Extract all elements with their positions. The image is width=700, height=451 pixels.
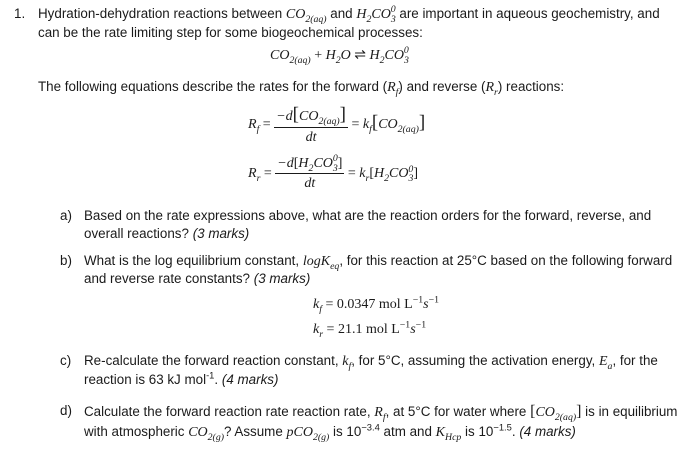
part-b-line-2: and reverse rate constants? (3 marks) xyxy=(84,271,311,286)
part-d-line-2: with atmospheric $CO_{2(g)}$? Assume pCO$_{2(g)}$ is $10^{-3.4}$ atm and $K_{Hcp}$ is $10^{-1.5}$. (4 marks) xyxy=(84,422,576,443)
part-a-line-1: Based on the rate expressions above, what are the reaction orders for the forward, reverse, and xyxy=(84,208,652,223)
forward-rate-fraction: $\frac{-d[CO_{2(aq)}]}{dt}$ xyxy=(276,104,346,145)
part-a-line-2: overall reactions? (3 marks) xyxy=(84,226,250,241)
part-b-marks: (3 marks) xyxy=(253,271,311,286)
co2-formula: $CO_{2(aq)}$ xyxy=(285,7,327,25)
part-a-label: a) xyxy=(60,208,72,223)
chemical-equation: $CO_{2(aq)} + H_2O$ ⇌ $H_2CO_3^0$ xyxy=(270,45,409,66)
part-d-label: d) xyxy=(60,403,72,418)
part-c-line-2: reaction is 63 kJ mol$^{-1}$. (4 marks) xyxy=(84,370,279,387)
intro-text-b: and xyxy=(326,6,357,21)
kf-value: $k_f = 0.0347$ mol $L^{-1}s^{-1}$ xyxy=(313,294,440,315)
reverse-rate-equation: $R_r$ = $\frac{-d[H_2CO_3^0]}{dt}$ = $k_r[H_2CO_3^0]$ xyxy=(248,153,418,191)
part-b-label: b) xyxy=(60,253,72,268)
kr-value: $k_r = 21.1$ mol $L^{-1}s^{-1}$ xyxy=(313,319,427,340)
part-d-marks: (4 marks) xyxy=(519,424,576,439)
rates-intro: The following equations describe the rates for the forward $(R_f)$ and reverse $(R_r)$ reactions: xyxy=(38,79,565,98)
part-c-marks: (4 marks) xyxy=(221,372,279,387)
part-b-line-1: What is the log equilibrium constant, logK$_{eq}$, for this reaction at 25°C based on the following forward xyxy=(84,253,673,272)
forward-rate-equation: $R_f$ = $\frac{-d[CO_{2(aq)}]}{dt}$ = $k_f[CO_{2(aq)}]$ xyxy=(248,104,426,145)
intro-line-1 xyxy=(38,6,660,23)
intro-line-2: can be the rate limiting step for some biogeochemical processes: xyxy=(38,25,423,40)
h2co3-formula: $H_2CO_3^0$ xyxy=(356,4,396,25)
part-c-label: c) xyxy=(60,353,72,368)
intro-text-a: Hydration-dehydration reactions between xyxy=(38,6,286,21)
question-number: 1. xyxy=(14,6,26,21)
part-a-marks: (3 marks) xyxy=(192,226,250,241)
intro-text-c: are important in aqueous geochemistry, and xyxy=(395,6,660,21)
reverse-rate-fraction: $\frac{-d[H_2CO_3^0]}{dt}$ xyxy=(277,153,343,191)
part-c-line-1: Re-calculate the forward reaction constant, $k_f$, for 5°C, assuming the activation energy, $E_a$, for the xyxy=(84,353,658,372)
part-d-line-1: Calculate the forward reaction rate reaction rate, $R_f$, at 5°C for water where $[CO_{2(aq)}]$ is in equilibrium xyxy=(84,403,678,423)
